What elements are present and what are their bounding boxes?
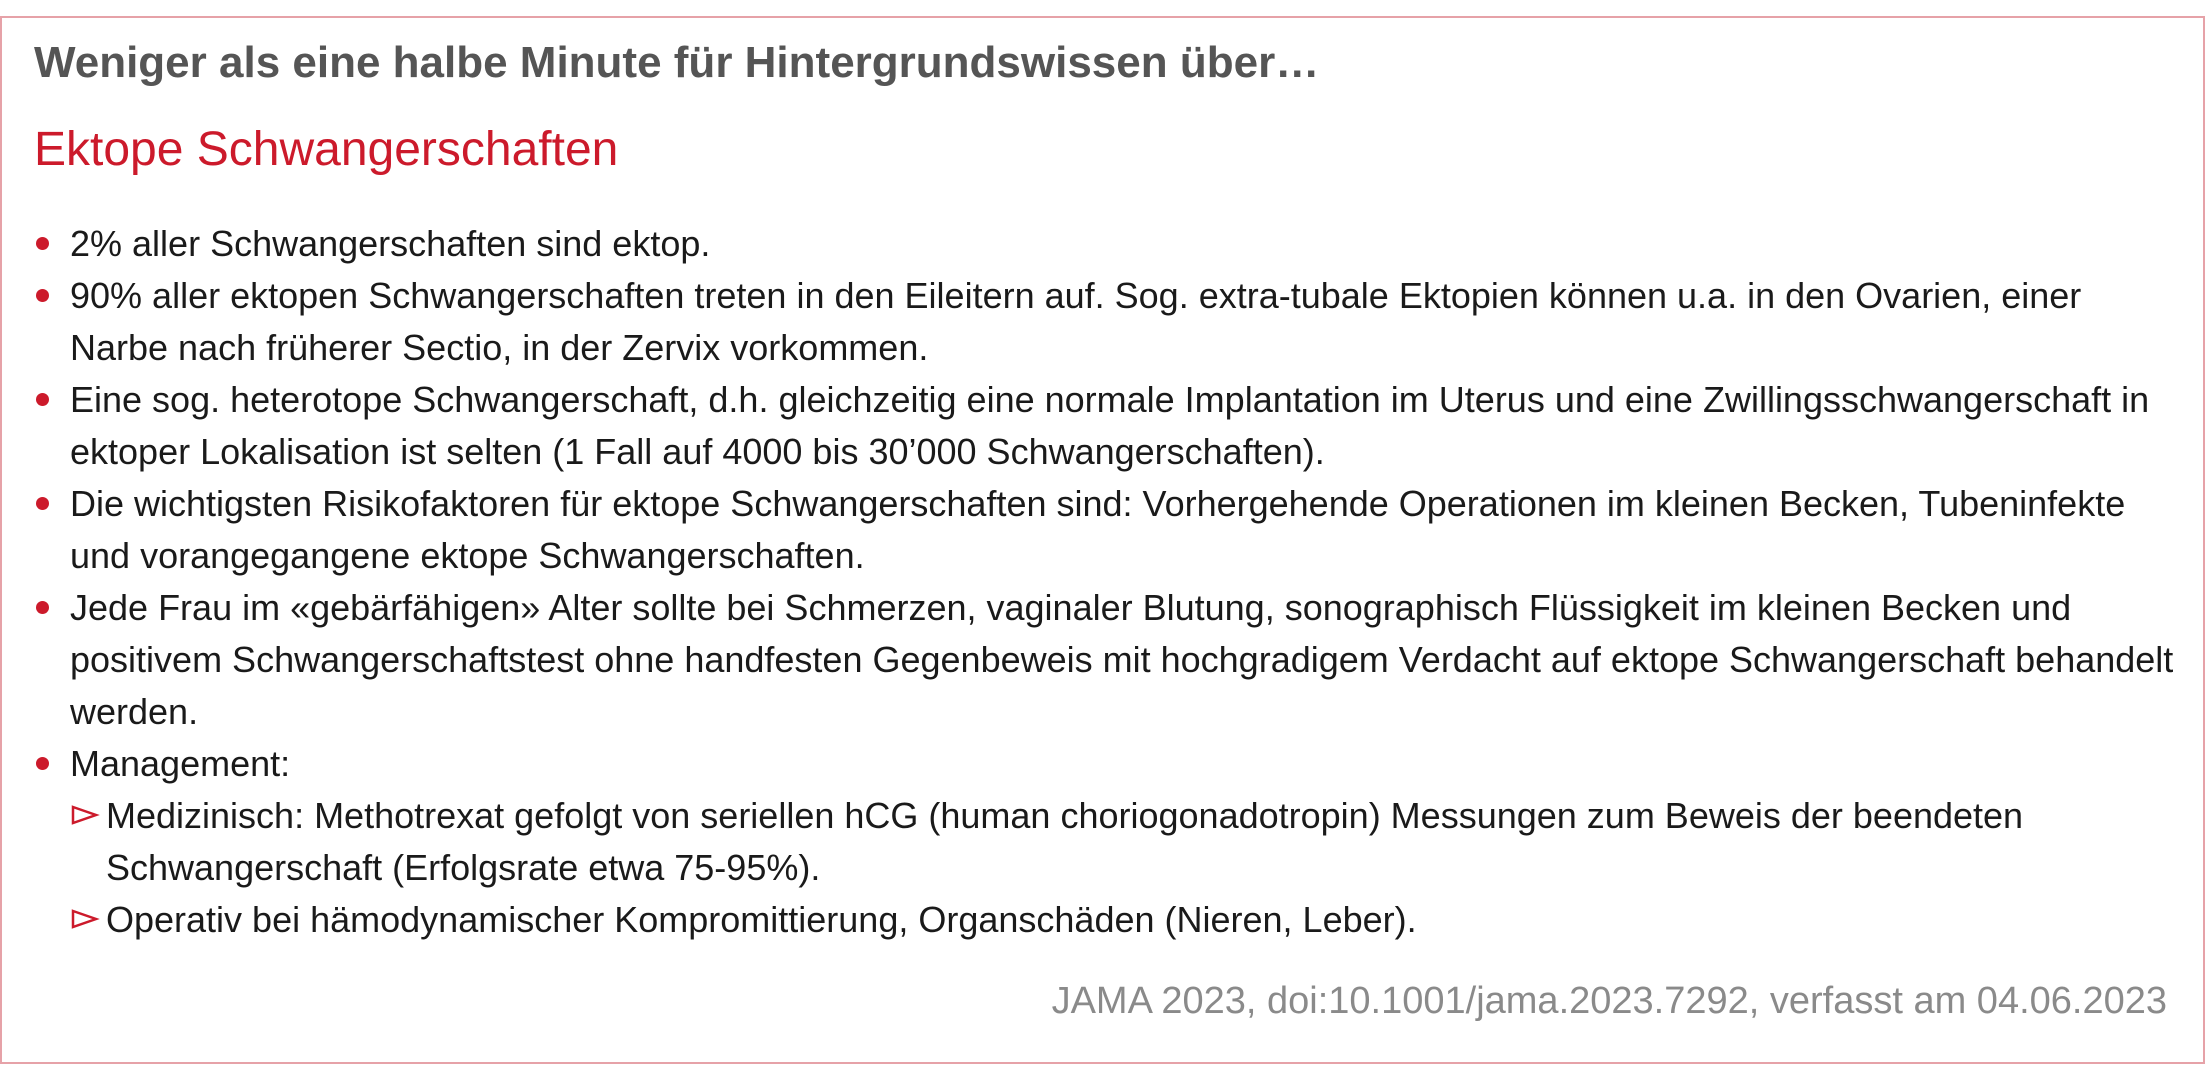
sub-list-item-text: Operativ bei hämodynamischer Kompromittierung, Organschäden (Nieren, Leber). <box>106 899 1417 940</box>
sub-list-item <box>70 894 2184 946</box>
list-item <box>34 374 2184 478</box>
bullet-dot-icon <box>36 601 49 614</box>
arrow-right-icon <box>70 804 100 826</box>
bullet-dot-icon <box>36 497 49 510</box>
list-item <box>34 582 2184 738</box>
list-item <box>34 218 2184 270</box>
list-item-text: Die wichtigsten Risikofaktoren für ektope Schwangerschaften sind: Vorhergehende Operationen im kleinen Becken, Tubeninfekte und vorangegangene ektope Schwangerschaften. <box>70 483 2126 576</box>
sub-list-item <box>70 790 2184 894</box>
source-citation: JAMA 2023, doi:10.1001/jama.2023.7292, verfasst am 04.06.2023 <box>1051 980 2167 1022</box>
sub-list-item-text: Medizinisch: Methotrexat gefolgt von seriellen hCG (human choriogonadotropin) Messungen zum Beweis der beendeten Schwangerschaft (Erfolgsrate etwa 75-95%). <box>106 795 2024 888</box>
list-item <box>34 270 2184 374</box>
bullet-dot-icon <box>36 393 49 406</box>
topic-title: Ektope Schwangerschaften <box>34 123 619 176</box>
fact-list <box>34 218 2184 946</box>
list-item-text: Management: <box>70 743 291 784</box>
list-item-text: 2% aller Schwangerschaften sind ektop. <box>70 223 711 264</box>
bullet-dot-icon <box>36 289 49 302</box>
list-item-text: Eine sog. heterotope Schwangerschaft, d.h. gleichzeitig eine normale Implantation im Uterus und eine Zwillingsschwangerschaft in ektoper Lokalisation ist selten (1 Fall auf 4000 bis 30’000 Schwangerschaften). <box>70 379 2150 472</box>
list-item <box>34 478 2184 582</box>
list-item <box>34 738 2184 946</box>
list-item-text: Jede Frau im «gebärfähigen» Alter sollte bei Schmerzen, vaginaler Blutung, sonographisch Flüssigkeit im kleinen Becken und positivem Schwangerschaftstest ohne handfesten Gegenbeweis mit hochgradigem Verdacht auf ektope Schwangerschaft behandelt werden. <box>70 587 2174 732</box>
list-item-text: 90% aller ektopen Schwangerschaften treten in den Eileitern auf. Sog. extra-tubale Ektopien können u.a. in den Ovarien, einer Narbe nach früherer Sectio, in der Zervix vorkommen. <box>70 275 2082 368</box>
management-sublist <box>70 790 2184 946</box>
page-title: Weniger als eine halbe Minute für Hintergrundswissen über… <box>34 38 1320 87</box>
bullet-dot-icon <box>36 237 49 250</box>
bullet-dot-icon <box>36 757 49 770</box>
arrow-right-icon <box>70 908 100 930</box>
info-box <box>0 16 2205 1064</box>
